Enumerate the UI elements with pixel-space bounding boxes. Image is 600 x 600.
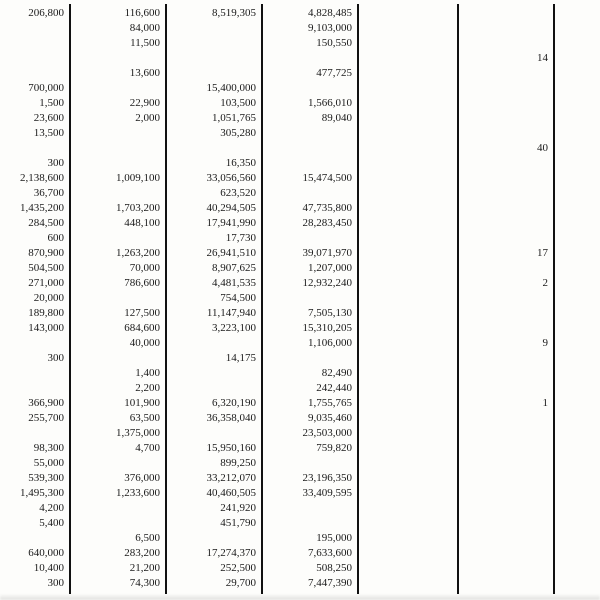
table-row (0, 6, 600, 21)
table-cell: 1,566,010 (308, 97, 352, 109)
table-cell (357, 441, 457, 456)
table-cell (357, 111, 457, 126)
table-cell (69, 126, 165, 141)
table-cell: 1,435,200 (20, 202, 64, 214)
table-cell: 451,790 (220, 517, 256, 529)
table-cell (165, 141, 261, 156)
table-cell (69, 186, 165, 201)
table-cell: 9 (542, 337, 548, 349)
table-cell: 28,283,450 (302, 217, 352, 229)
table-cell: 39,071,970 (302, 247, 352, 259)
table-cell: 17,274,370 (206, 547, 256, 559)
table-cell: 786,600 (124, 277, 160, 289)
table-cell: 2,000 (135, 112, 160, 124)
table-cell (0, 141, 69, 156)
table-cell: 74,300 (129, 577, 160, 589)
table-cell (357, 531, 457, 546)
table-cell (357, 471, 457, 486)
table-cell: 504,500 (28, 262, 64, 274)
table-cell: 17,730 (225, 232, 256, 244)
table-cell (69, 351, 165, 366)
table-cell: 47,735,800 (302, 202, 352, 214)
table-row (0, 561, 600, 576)
table-cell (457, 36, 553, 51)
table-cell: 899,250 (220, 457, 256, 469)
table-cell: 103,500 (220, 97, 256, 109)
table-cell (457, 231, 553, 246)
table-cell: 13,600 (129, 67, 160, 79)
table-row (0, 111, 600, 126)
table-cell (357, 381, 457, 396)
table-cell (261, 351, 357, 366)
table-row (0, 51, 600, 66)
table-cell: 3,223,100 (212, 322, 256, 334)
table-cell (457, 171, 553, 186)
table-cell: 8,519,305 (212, 7, 256, 19)
table-cell (261, 141, 357, 156)
table-cell (357, 456, 457, 471)
table-cell (0, 366, 69, 381)
table-cell: 477,725 (316, 67, 352, 79)
table-cell (357, 321, 457, 336)
table-cell: 4,481,535 (212, 277, 256, 289)
table-row (0, 66, 600, 81)
table-cell (261, 501, 357, 516)
table-cell: 15,310,205 (302, 322, 352, 334)
table-cell: 684,600 (124, 322, 160, 334)
table-cell (165, 531, 261, 546)
table-cell (165, 51, 261, 66)
table-cell: 5,400 (39, 517, 64, 529)
table-cell: 33,212,070 (206, 472, 256, 484)
table-row (0, 231, 600, 246)
table-cell (357, 186, 457, 201)
table-cell (357, 261, 457, 276)
table-row (0, 501, 600, 516)
table-cell: 11,500 (130, 37, 160, 49)
table-cell: 15,950,160 (206, 442, 256, 454)
table-cell (457, 6, 553, 21)
table-cell: 1,009,100 (116, 172, 160, 184)
table-cell: 17,941,990 (206, 217, 256, 229)
table-cell: 754,500 (220, 292, 256, 304)
table-cell: 283,200 (124, 547, 160, 559)
table-cell: 1,703,200 (116, 202, 160, 214)
table-cell: 1,400 (135, 367, 160, 379)
table-row (0, 261, 600, 276)
table-row (0, 156, 600, 171)
table-cell: 22,900 (129, 97, 160, 109)
table-cell: 127,500 (124, 307, 160, 319)
table-cell: 206,800 (28, 7, 64, 19)
table-cell: 4,200 (39, 502, 64, 514)
table-cell (165, 36, 261, 51)
table-row (0, 576, 600, 591)
table-cell: 12,932,240 (302, 277, 352, 289)
table-cell (261, 231, 357, 246)
table-cell (165, 66, 261, 81)
table-cell: 759,820 (316, 442, 352, 454)
table-row (0, 246, 600, 261)
table-cell: 143,000 (28, 322, 64, 334)
table-cell (357, 66, 457, 81)
table-cell (457, 366, 553, 381)
table-row (0, 201, 600, 216)
table-cell: 1,755,765 (308, 397, 352, 409)
table-cell (357, 216, 457, 231)
table-cell (357, 486, 457, 501)
table-cell: 1,263,200 (116, 247, 160, 259)
table-cell: 2 (542, 277, 548, 289)
table-cell (357, 336, 457, 351)
table-cell (457, 291, 553, 306)
table-body (0, 6, 600, 591)
table-cell (69, 141, 165, 156)
table-cell (457, 351, 553, 366)
table-row (0, 276, 600, 291)
table-cell (357, 516, 457, 531)
table-cell (357, 141, 457, 156)
table-cell: 508,250 (316, 562, 352, 574)
table-cell: 189,800 (28, 307, 64, 319)
table-cell (261, 81, 357, 96)
table-cell: 2,138,600 (20, 172, 64, 184)
table-cell: 9,103,000 (308, 22, 352, 34)
table-cell: 252,500 (220, 562, 256, 574)
table-row (0, 426, 600, 441)
table-cell: 8,907,625 (212, 262, 256, 274)
table-cell: 300 (47, 352, 64, 364)
table-cell: 15,474,500 (302, 172, 352, 184)
table-cell: 305,280 (220, 127, 256, 139)
table-cell (457, 156, 553, 171)
table-cell (457, 456, 553, 471)
table-cell (457, 441, 553, 456)
table-cell: 6,500 (135, 532, 160, 544)
table-cell (457, 81, 553, 96)
table-row (0, 81, 600, 96)
table-row (0, 126, 600, 141)
table-cell: 623,520 (220, 187, 256, 199)
table-cell (457, 561, 553, 576)
table-cell (261, 456, 357, 471)
table-cell (261, 516, 357, 531)
table-cell: 23,503,000 (302, 427, 352, 439)
table-cell: 40,460,505 (206, 487, 256, 499)
table-cell: 70,000 (129, 262, 160, 274)
table-cell: 10,400 (33, 562, 64, 574)
table-cell (357, 231, 457, 246)
table-cell: 23,600 (33, 112, 64, 124)
table-row (0, 516, 600, 531)
table-row (0, 306, 600, 321)
table-row (0, 171, 600, 186)
table-cell (69, 156, 165, 171)
table-cell (457, 186, 553, 201)
table-cell (261, 51, 357, 66)
table-row (0, 21, 600, 36)
table-cell (457, 531, 553, 546)
table-cell (357, 426, 457, 441)
table-cell (357, 411, 457, 426)
table-cell (457, 111, 553, 126)
table-cell: 9,035,460 (308, 412, 352, 424)
table-cell: 63,500 (129, 412, 160, 424)
table-cell: 870,900 (28, 247, 64, 259)
table-cell: 1 (542, 397, 548, 409)
table-row (0, 96, 600, 111)
table-cell (165, 381, 261, 396)
table-row (0, 546, 600, 561)
table-cell (457, 501, 553, 516)
table-cell: 29,700 (225, 577, 256, 589)
table-cell (0, 336, 69, 351)
table-cell: 40,294,505 (206, 202, 256, 214)
table-cell: 23,196,350 (302, 472, 352, 484)
table-cell (457, 216, 553, 231)
table-cell: 4,700 (135, 442, 160, 454)
table-cell: 600 (47, 232, 64, 244)
table-cell: 13,500 (33, 127, 64, 139)
table-cell (457, 201, 553, 216)
table-cell: 640,000 (28, 547, 64, 559)
table-cell (357, 561, 457, 576)
table-cell (457, 576, 553, 591)
table-cell: 300 (47, 157, 64, 169)
table-cell (165, 366, 261, 381)
table-cell (69, 291, 165, 306)
table-row (0, 531, 600, 546)
table-cell (457, 321, 553, 336)
table-row (0, 486, 600, 501)
table-cell: 271,000 (28, 277, 64, 289)
table-row (0, 441, 600, 456)
table-row (0, 216, 600, 231)
table-cell (357, 351, 457, 366)
table-row (0, 336, 600, 351)
table-row (0, 411, 600, 426)
table-cell: 40 (537, 142, 548, 154)
table-cell: 376,000 (124, 472, 160, 484)
table-cell (457, 486, 553, 501)
table-cell (69, 501, 165, 516)
table-cell (357, 396, 457, 411)
table-cell: 89,040 (321, 112, 352, 124)
table-cell (357, 546, 457, 561)
table-cell: 14 (537, 52, 548, 64)
table-cell (457, 96, 553, 111)
table-cell (457, 126, 553, 141)
table-cell: 448,100 (124, 217, 160, 229)
table-cell: 14,175 (225, 352, 256, 364)
table-row (0, 141, 600, 156)
table-cell: 300 (47, 577, 64, 589)
table-cell (0, 381, 69, 396)
table-cell (261, 126, 357, 141)
table-cell: 7,633,600 (308, 547, 352, 559)
table-cell: 116,600 (124, 7, 160, 19)
table-cell (261, 291, 357, 306)
table-cell: 82,490 (321, 367, 352, 379)
table-row (0, 291, 600, 306)
table-cell (357, 6, 457, 21)
table-cell (457, 381, 553, 396)
table-row (0, 471, 600, 486)
table-cell (357, 291, 457, 306)
table-cell: 1,500 (39, 97, 64, 109)
table-cell (69, 516, 165, 531)
table-row (0, 456, 600, 471)
table-cell (457, 546, 553, 561)
table-cell: 1,375,000 (116, 427, 160, 439)
table-cell: 26,941,510 (206, 247, 256, 259)
table-row (0, 366, 600, 381)
table-cell (357, 201, 457, 216)
table-cell (457, 306, 553, 321)
table-row (0, 36, 600, 51)
table-cell: 7,505,130 (308, 307, 352, 319)
table-cell (0, 51, 69, 66)
table-row (0, 351, 600, 366)
table-cell (357, 576, 457, 591)
table-cell: 150,550 (316, 37, 352, 49)
table-cell: 40,000 (129, 337, 160, 349)
table-cell (0, 66, 69, 81)
table-cell (357, 81, 457, 96)
table-cell: 36,358,040 (206, 412, 256, 424)
table-cell: 36,700 (33, 187, 64, 199)
table-cell (357, 276, 457, 291)
table-cell: 16,350 (225, 157, 256, 169)
table-cell: 539,300 (28, 472, 64, 484)
table-cell: 15,400,000 (206, 82, 256, 94)
table-cell (69, 81, 165, 96)
table-cell: 242,440 (316, 382, 352, 394)
table-cell (69, 456, 165, 471)
table-cell (69, 231, 165, 246)
table-cell: 195,000 (316, 532, 352, 544)
table-cell (357, 36, 457, 51)
table-cell (357, 96, 457, 111)
table-cell: 101,900 (124, 397, 160, 409)
table-cell (457, 426, 553, 441)
scan-edge-shadow (0, 594, 600, 600)
table-cell (0, 531, 69, 546)
table-cell: 1,106,000 (308, 337, 352, 349)
table-cell (165, 336, 261, 351)
table-cell: 21,200 (129, 562, 160, 574)
table-cell: 4,828,485 (308, 7, 352, 19)
table-cell: 284,500 (28, 217, 64, 229)
table-cell: 98,300 (33, 442, 64, 454)
table-cell (357, 501, 457, 516)
table-cell: 11,147,940 (206, 307, 256, 319)
table-cell (357, 171, 457, 186)
table-cell: 17 (537, 247, 548, 259)
table-cell: 1,233,600 (116, 487, 160, 499)
table-cell (0, 21, 69, 36)
table-row (0, 396, 600, 411)
table-cell (457, 21, 553, 36)
table-cell (457, 261, 553, 276)
table-cell: 1,051,765 (212, 112, 256, 124)
table-cell (357, 21, 457, 36)
table-cell: 55,000 (33, 457, 64, 469)
table-cell: 84,000 (129, 22, 160, 34)
table-cell (165, 426, 261, 441)
table-cell: 6,320,190 (212, 397, 256, 409)
table-cell: 33,056,560 (206, 172, 256, 184)
table-cell (261, 156, 357, 171)
table-cell: 7,447,390 (308, 577, 352, 589)
table-cell (357, 246, 457, 261)
table-cell: 20,000 (33, 292, 64, 304)
table-cell (357, 306, 457, 321)
table-cell (457, 471, 553, 486)
table-row (0, 381, 600, 396)
table-cell: 1,495,300 (20, 487, 64, 499)
table-row (0, 321, 600, 336)
table-cell (357, 156, 457, 171)
table-cell: 1,207,000 (308, 262, 352, 274)
table-cell (457, 66, 553, 81)
table-cell: 33,409,595 (302, 487, 352, 499)
table-cell (0, 426, 69, 441)
table-cell: 700,000 (28, 82, 64, 94)
table-cell (165, 21, 261, 36)
table-row (0, 186, 600, 201)
table-cell (69, 51, 165, 66)
table-cell (357, 51, 457, 66)
table-cell (357, 366, 457, 381)
table-cell: 366,900 (28, 397, 64, 409)
table-cell: 2,200 (135, 382, 160, 394)
table-cell (0, 36, 69, 51)
table-cell: 255,700 (28, 412, 64, 424)
table-cell (261, 186, 357, 201)
table-cell (457, 411, 553, 426)
table-cell: 241,920 (220, 502, 256, 514)
table-cell (457, 516, 553, 531)
table-cell (357, 126, 457, 141)
